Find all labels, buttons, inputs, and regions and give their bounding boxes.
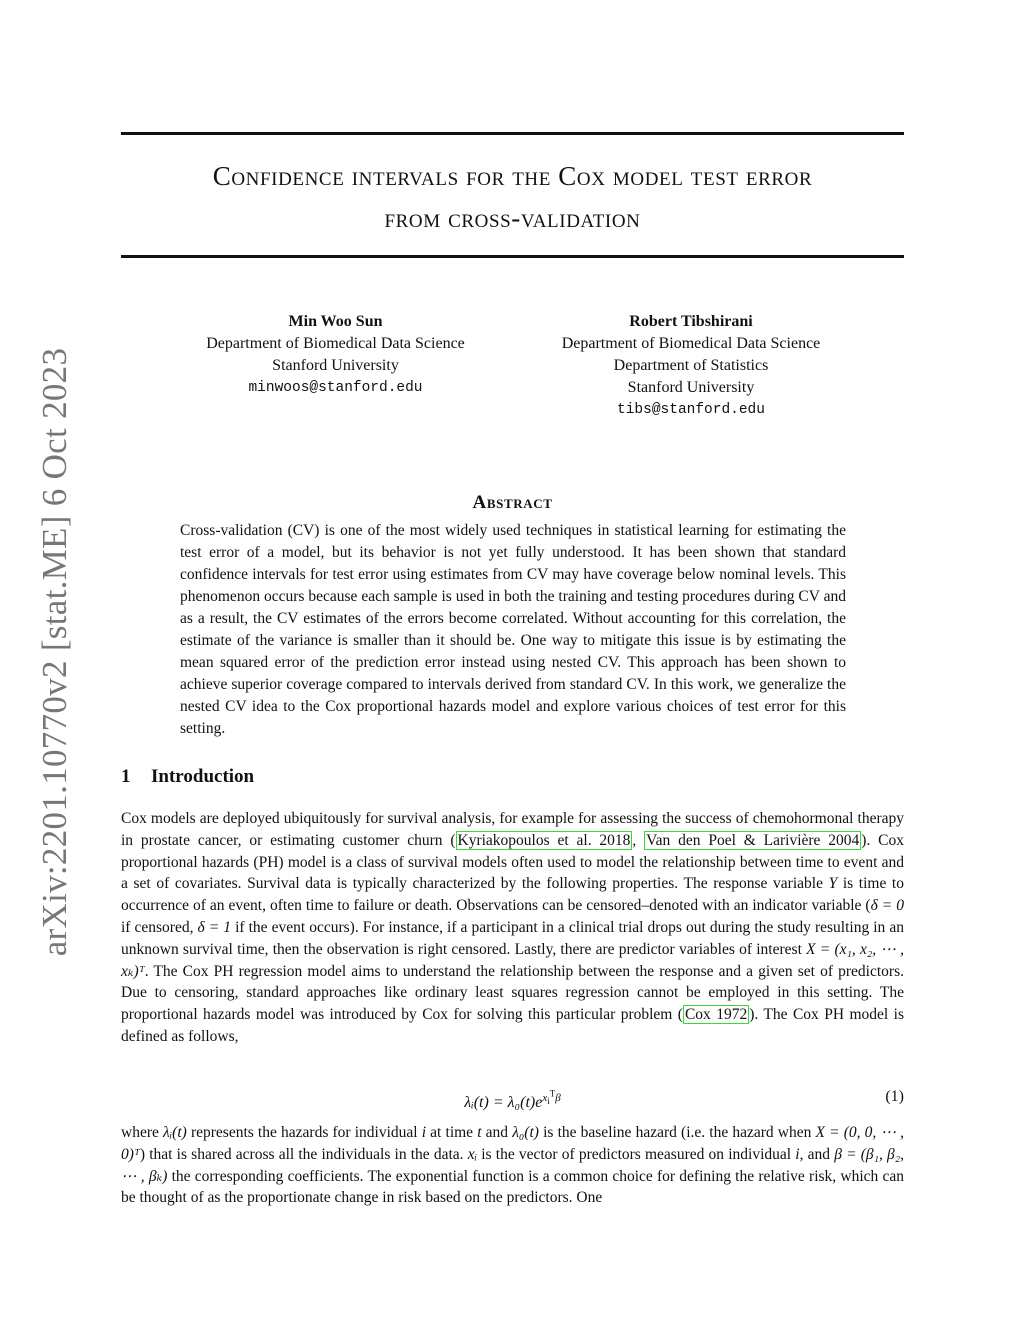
- math-expression: λᵢ(t): [163, 1124, 187, 1141]
- section-title: Introduction: [151, 766, 255, 787]
- citation-link[interactable]: Cox 1972: [684, 1006, 748, 1024]
- author-email[interactable]: minwoos@stanford.edu: [248, 380, 423, 396]
- math-variable: xᵢ: [467, 1145, 478, 1163]
- title-bottom-rule: [121, 255, 904, 258]
- intro-paragraph: Cox models are deployed ubiquitously for survival analysis, for example for assessing the success of chemohormonal therapy in prostate cancer, or estimating customer churn ( Kyriakopoulos et al. 2018 , Van den Poel & Larivière 2004 ). Cox proportional hazards (PH) model is a class of survival models often used to model the relationship between time to event and a set of covariates. Survival data is typically characterized by the following properties. The response variable Y is time to occurrence of an event, often time to failure or death. Observations can be censored–denoted with an indicator variable (δ = 0 if censored, δ = 1 if the event occurs). For instance, if a participant in a clinical trial drops out during the study resulting in an unknown survival time, then the observation is right censored. Lastly, there are predictor variables of interest X = (x₁, x₂, ⋯ , xₖ)ᵀ. The Cox PH regression model aims to understand the relationship between the response and a given set of predictors. Due to censoring, standard approaches like ordinary least squares regression cannot be employed in this setting. The proportional hazards model was introduced by Cox for solving this particular problem ( Cox 1972 ). The Cox PH model is defined as follows,: [121, 810, 905, 1045]
- text-run: is time to occurrence of an event, often time to failure or death. Observations can be censored–denoted with an indicator variable (: [121, 875, 904, 915]
- text-run: and: [481, 1124, 513, 1141]
- title-line-2: from cross-validation: [384, 203, 641, 233]
- text-run: is the baseline hazard (i.e. the hazard when: [538, 1124, 816, 1141]
- equation-lhs: λᵢ(t) = λ₀(t): [464, 1093, 536, 1111]
- title-top-rule: [121, 132, 904, 135]
- author-name: Robert Tibshirani: [629, 313, 753, 330]
- citation-link[interactable]: Kyriakopoulos et al. 2018: [457, 831, 631, 849]
- math-variable: i: [421, 1124, 427, 1141]
- author-department: Department of Biomedical Data Science: [561, 335, 821, 352]
- math-expression: δ = 0: [870, 897, 904, 915]
- math-expression: X = (0, 0, ⋯ , 0)ᵀ: [121, 1124, 904, 1163]
- paper-title: [121, 155, 904, 239]
- author-block-2: [530, 311, 852, 421]
- section-number: 1: [121, 766, 131, 787]
- equation-exponent-sub: i: [547, 1095, 550, 1106]
- text-run: the corresponding coefficients. The exponential function is a common choice for defining the relative risk, which can be thought of as the proportionate change in risk based on the predictors. One: [121, 1167, 904, 1207]
- text-run: where: [121, 1124, 164, 1141]
- abstract-text: Cross-validation (CV) is one of the most widely used techniques in statistical learning for estimating the test error of a model, but its behavior is not yet fully understood. It has been shown that standard confidence intervals for test error using estimates from CV may have coverage below nominal levels. This phenomenon occurs because each sample is used in both the training and testing procedures during CV and as a result, the CV estimates of the errors become correlated. Without accounting for this correlation, the estimate of the variance is smaller than it should be. One way to mitigate this issue is by estimating the mean squared error of the prediction error instead using nested CV. This approach has been shown to achieve superior coverage compared to intervals derived from standard CV. In this work, we generalize the nested CV idea to the Cox proportional hazards model and explore various choices of test error for this setting.: [180, 522, 846, 737]
- author-block-1: [173, 311, 498, 399]
- section-heading: [121, 766, 254, 788]
- math-expression: λ₀(t): [512, 1124, 539, 1141]
- text-run: at time: [426, 1124, 478, 1141]
- equation-exp-base: e: [535, 1093, 543, 1111]
- math-expression: δ = 1: [197, 918, 232, 936]
- author-university: Stanford University: [272, 357, 399, 374]
- equation-1: [121, 1088, 904, 1114]
- abstract-heading: Abstract: [472, 492, 553, 513]
- text-run: represents the hazards for individual: [186, 1124, 422, 1141]
- text-run: Cox models are deployed ubiquitously for survival analysis, for example for assessing the success of chemohormonal therapy in prostate cancer, or estimating customer churn (: [121, 810, 904, 849]
- author-department: Department of Biomedical Data Science: [206, 335, 465, 352]
- text-run: is the vector of predictors measured on individual: [477, 1145, 796, 1163]
- math-expression: β = (β₁, β₂, ⋯ , βₖ): [121, 1145, 905, 1185]
- text-run: ). The Cox PH model is defined as follows,: [121, 1006, 904, 1045]
- author-department-2: Department of Statistics: [613, 357, 769, 374]
- math-variable: i: [795, 1145, 800, 1163]
- math-variable: Y: [828, 875, 838, 893]
- title-line-1: Confidence intervals for the Cox model test error: [212, 161, 813, 191]
- text-run: , and: [799, 1145, 835, 1163]
- post-equation-paragraph: [121, 1122, 904, 1209]
- equation-exponent: x: [542, 1091, 548, 1104]
- citation-link[interactable]: Van den Poel & Larivière 2004: [646, 831, 860, 849]
- arxiv-identifier: arXiv:2201.10770v2 [stat.ME] 6 Oct 2023: [35, 347, 74, 957]
- text-run: ) that is shared across all the individuals in the data.: [139, 1145, 468, 1163]
- math-variable: t: [477, 1124, 482, 1141]
- equation-exponent-sup: T: [549, 1088, 556, 1098]
- text-run: ). Cox proportional hazards (PH) model is a class of survival models often used to model the relationship between time to event and a set of covariates. Survival data is typically characterized by the following properties. The response variable: [121, 831, 905, 893]
- author-university: Stanford University: [627, 379, 755, 396]
- math-expression: X = (x₁, x₂, ⋯ , xₖ)ᵀ: [121, 940, 904, 980]
- text-run: . The Cox PH regression model aims to understand the relationship between the response and a given set of predictors. Due to censoring, standard approaches like ordinary least squares regression cannot be employed in this setting. The proportional hazards model was introduced by Cox for solving this particular problem (: [121, 962, 904, 1024]
- text-run: if censored,: [121, 918, 198, 936]
- author-name: Min Woo Sun: [288, 313, 383, 330]
- equation-exponent-tail: β: [555, 1091, 561, 1104]
- text-run: if the event occurs). For instance, if a participant in a clinical trial drops out during the study resulting in an unknown survival time, then the observation is right censored. Lastly, there are predictor variables of interest: [121, 918, 904, 958]
- author-email[interactable]: tibs@stanford.edu: [617, 402, 765, 418]
- equation-body: [121, 1088, 904, 1112]
- equation-number: (1): [885, 1088, 904, 1105]
